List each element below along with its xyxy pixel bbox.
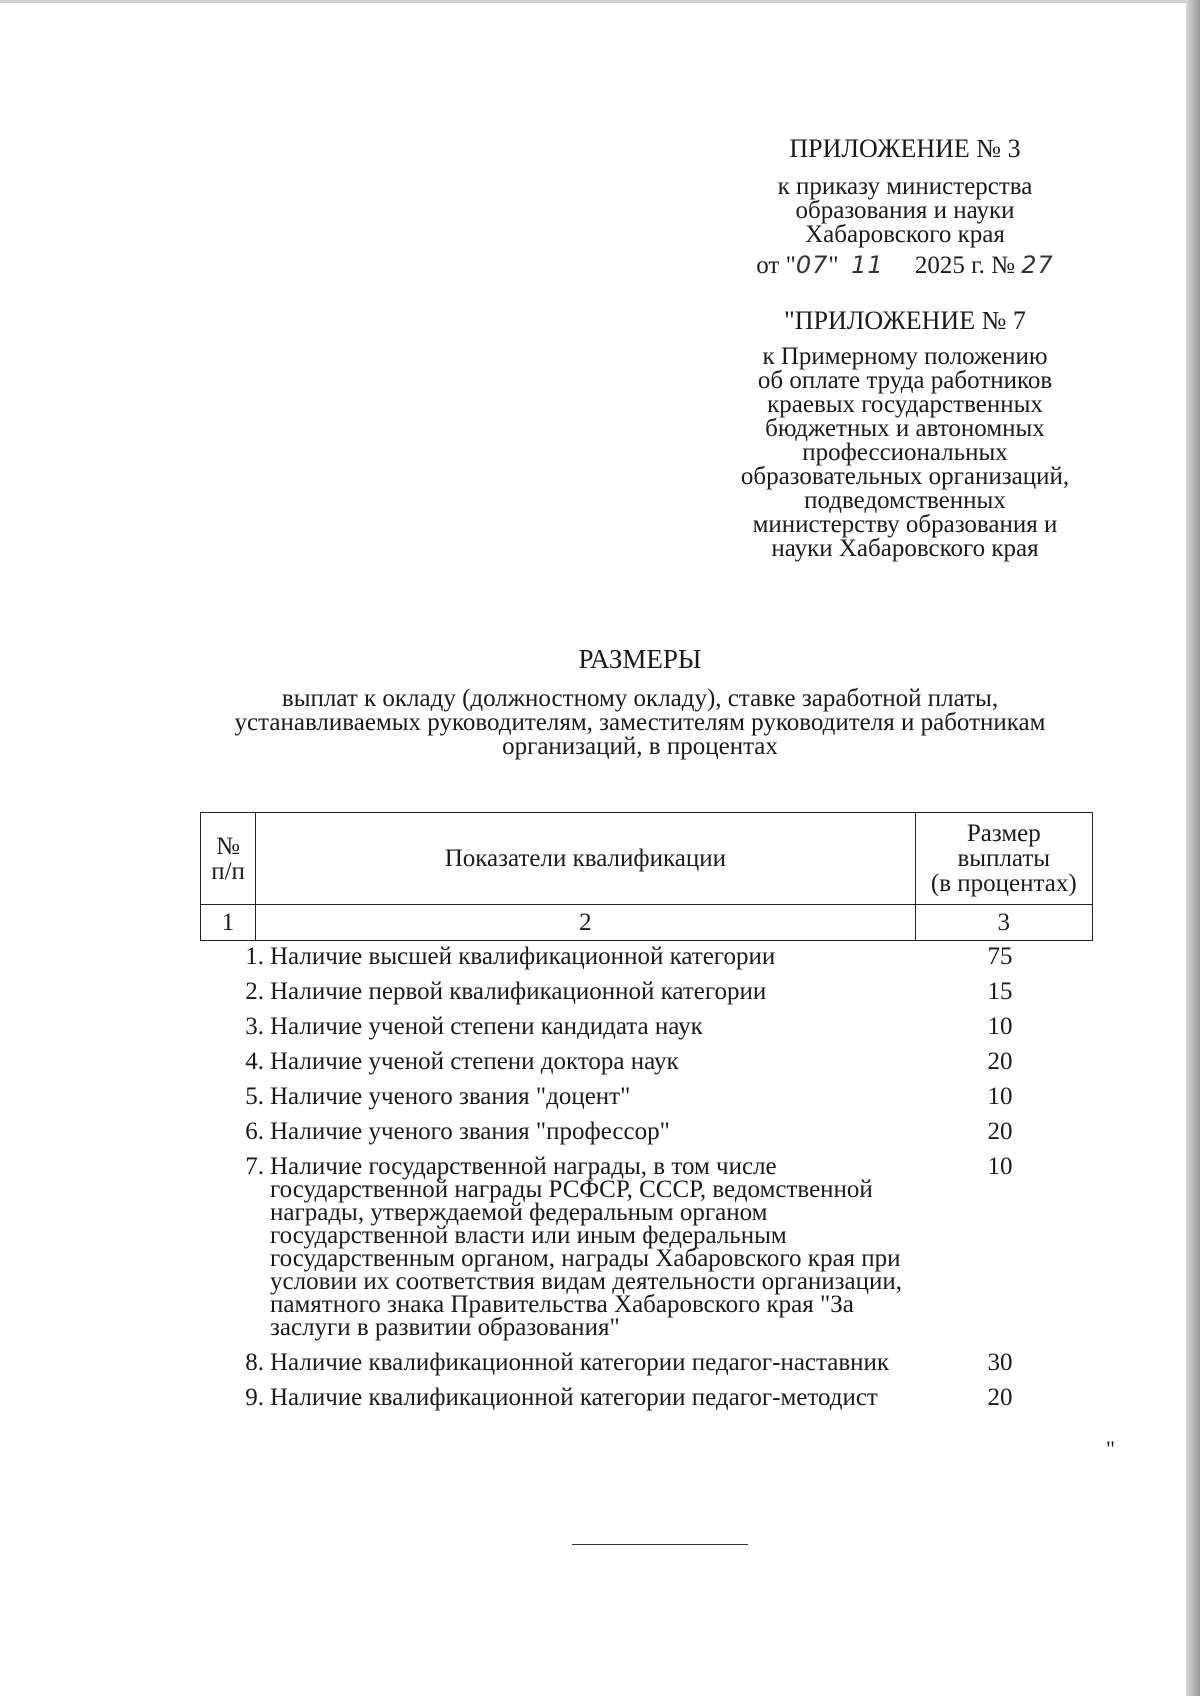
handwritten-month: 11: [851, 251, 884, 279]
appendix-7-line: к Примерному положению: [762, 343, 1048, 370]
row-indicator: Наличие ученого звания "доцент": [270, 1083, 631, 1110]
end-rule: [572, 1544, 748, 1545]
row-indicator: Наличие квалификационной категории педагог-методист: [270, 1384, 878, 1411]
row-value: 20: [987, 1384, 1013, 1411]
appendix-7-line: об оплате труда работников: [757, 367, 1053, 394]
row-indicator: Наличие первой квалификационной категории: [270, 978, 767, 1005]
row-value: 30: [987, 1349, 1013, 1376]
row-value: 20: [987, 1048, 1013, 1075]
appendix-7-block: [720, 306, 1090, 562]
appendix-3-line: Хабаровского края: [805, 221, 1005, 248]
column-number-cell: 1: [201, 905, 256, 941]
header-cell-number: [201, 813, 256, 905]
heading-subtitle-line: устанавливаемых руководителям, заместителям руководителя и работникам: [234, 709, 1046, 736]
order-date-line: [720, 253, 1090, 278]
table-row: [200, 980, 1093, 1003]
row-value: 10: [987, 1153, 1013, 1180]
row-indicator: Наличие ученой степени кандидата наук: [270, 1013, 703, 1040]
header-cell-indicator: Показатели квалификации: [256, 813, 915, 905]
appendix-3-line: образования и науки: [795, 197, 1015, 224]
appendix-3-block: [720, 134, 1090, 279]
row-number: 6.: [245, 1118, 264, 1145]
table-row: [200, 1120, 1093, 1143]
table-header: [200, 812, 1093, 941]
table-row: [200, 1386, 1093, 1409]
row-indicator: Наличие государственной награды, в том числе государственной награды РСФСР, СССР, ведомственной награды, утверждаемой федеральным органом государственной власти или иным федеральным государственным органом, награды Хабаровского края при условии их соответствия видам деятельности организации, памятного знака Правительства Хабаровского края "За заслуги в развитии образования": [270, 1153, 903, 1341]
heading-subtitle-line: организаций, в процентах: [502, 733, 778, 760]
handwritten-day: 07: [795, 251, 829, 279]
appendix-7-title: "ПРИЛОЖЕНИЕ № 7: [784, 306, 1026, 335]
year-text: 2025 г. №: [914, 252, 1015, 279]
scan-top-edge: [0, 0, 1186, 3]
document-heading: [150, 644, 1130, 760]
row-value: 10: [987, 1013, 1013, 1040]
from-prefix: от ": [756, 252, 796, 279]
row-number: 7.: [245, 1153, 264, 1180]
appendix-7-line: подведомственных: [804, 487, 1006, 514]
table-row: [200, 1351, 1093, 1374]
row-number: 1.: [245, 943, 264, 970]
row-number: 2.: [245, 978, 264, 1005]
row-value: 20: [987, 1118, 1013, 1145]
scan-right-edge: [1186, 0, 1200, 1696]
table-row: [200, 1050, 1093, 1073]
row-value: 15: [987, 978, 1013, 1005]
table-row: [200, 1015, 1093, 1038]
header-size-line: (в процентах): [930, 870, 1077, 897]
handwritten-number: 27: [1021, 251, 1054, 279]
mid-quote: ": [828, 252, 839, 279]
appendix-3-line: к приказу министерства: [777, 173, 1033, 200]
table-row: [200, 1085, 1093, 1108]
row-value: 10: [987, 1083, 1013, 1110]
header-size-line: выплаты: [957, 845, 1051, 872]
row-indicator: Наличие квалификационной категории педагог-наставник: [270, 1349, 890, 1376]
header-number-line: п/п: [211, 857, 245, 885]
row-indicator: Наличие высшей квалификационной категории: [270, 943, 776, 970]
column-number-row: [201, 905, 1093, 941]
appendix-7-line: бюджетных и автономных: [765, 415, 1045, 442]
table-header-row: [201, 813, 1093, 905]
column-number-cell: 3: [915, 905, 1092, 941]
row-value: 75: [987, 943, 1013, 970]
table-body: [200, 945, 1093, 1421]
heading-title: РАЗМЕРЫ: [578, 644, 702, 674]
row-number: 3.: [245, 1013, 264, 1040]
table-row: [200, 945, 1093, 968]
header-cell-size: [915, 813, 1092, 905]
appendix-3-title: ПРИЛОЖЕНИЕ № 3: [789, 134, 1021, 163]
row-indicator: Наличие ученого звания "профессор": [270, 1118, 670, 1145]
heading-subtitle-line: выплат к окладу (должностному окладу), ставке заработной платы,: [281, 685, 999, 712]
table-row: [200, 1155, 1093, 1339]
header-number-line: №: [216, 832, 240, 860]
appendix-7-line: министерству образования и: [752, 511, 1058, 538]
appendix-7-line: краевых государственных: [767, 391, 1043, 418]
row-number: 5.: [245, 1083, 264, 1110]
row-indicator: Наличие ученой степени доктора наук: [270, 1048, 679, 1075]
column-number-cell: 2: [256, 905, 915, 941]
header-size-line: Размер: [966, 820, 1041, 847]
row-number: 9.: [245, 1384, 264, 1411]
row-number: 8.: [245, 1349, 264, 1376]
closing-quote: ": [1106, 1436, 1115, 1461]
appendix-7-line: образовательных организаций,: [740, 463, 1070, 490]
appendix-7-line: науки Хабаровского края: [771, 535, 1039, 562]
row-number: 4.: [245, 1048, 264, 1075]
appendix-7-line: профессиональных: [802, 439, 1008, 466]
